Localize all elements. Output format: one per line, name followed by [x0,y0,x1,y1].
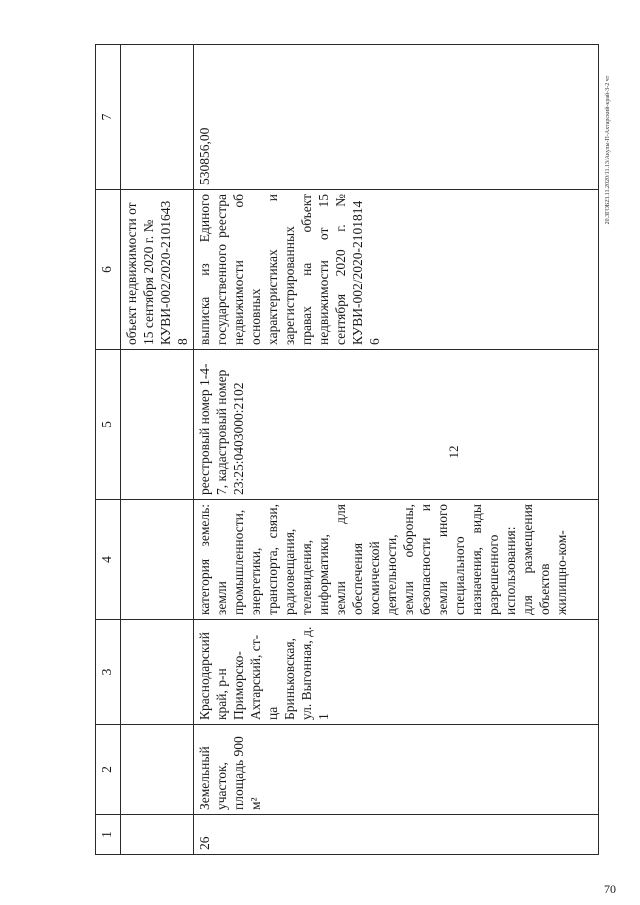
continuation-row [121,45,194,855]
cell [121,815,194,855]
object-characteristics: категория земель: земли промышленности, энергетики, транспорта, связи, радиовещания, телевидения, информатики, земли для обеспечения космической деятельности, земли обороны, безопасности и земли иного специального назначения, виды разрешенного использования: для размещения объектов жилищно-ком- [194,500,599,620]
value-amount: 530856,00 [194,45,599,190]
page-number-top: 12 [446,445,461,459]
table-row [194,45,599,855]
col-header-2: 2 [96,725,121,815]
cell [121,45,194,190]
col-header-6: 6 [96,190,121,350]
object-name: Земельный участок, площадь 900 м² [194,725,599,815]
basis-document: выписка из Единого государственного реестра недвижимости об основных характеристиках и зарегистрированных правах на объект недвижимости от 15 сентября 2020 г. № КУВИ-002/2020-2101814 6 [194,190,599,350]
cell [121,350,194,500]
table-area [95,45,605,855]
col-header-3: 3 [96,620,121,725]
object-address: Краснодарский край, р-н Приморско-Ахтарский, ст-ца Бриньковская, ул. Выгонная, д. 1 [194,620,599,725]
rotated-table-wrapper [95,45,605,855]
cell [121,725,194,815]
col-header-7: 7 [96,45,121,190]
page-number-bottom: 70 [604,882,616,896]
document-code: 20.ЗГОБ23.11.2020/11.13/Акулы-П-Ахтарский-край-3-2 чт [605,75,611,225]
header-row [96,45,121,855]
col-header-4: 4 [96,500,121,620]
property-table [95,44,599,855]
cont-cell-document: объект недвижимости от 15 сентября 2020 г. № КУВИ-002/2020-2101643 8 [121,190,194,350]
cell [121,620,194,725]
cell [121,500,194,620]
row-number: 26 [194,815,599,855]
col-header-5: 5 [96,350,121,500]
col-header-1: 1 [96,815,121,855]
registry-numbers: реестровый номер 1-4-7, кадастровый номер 23:25:0403000:2102 [194,350,599,500]
